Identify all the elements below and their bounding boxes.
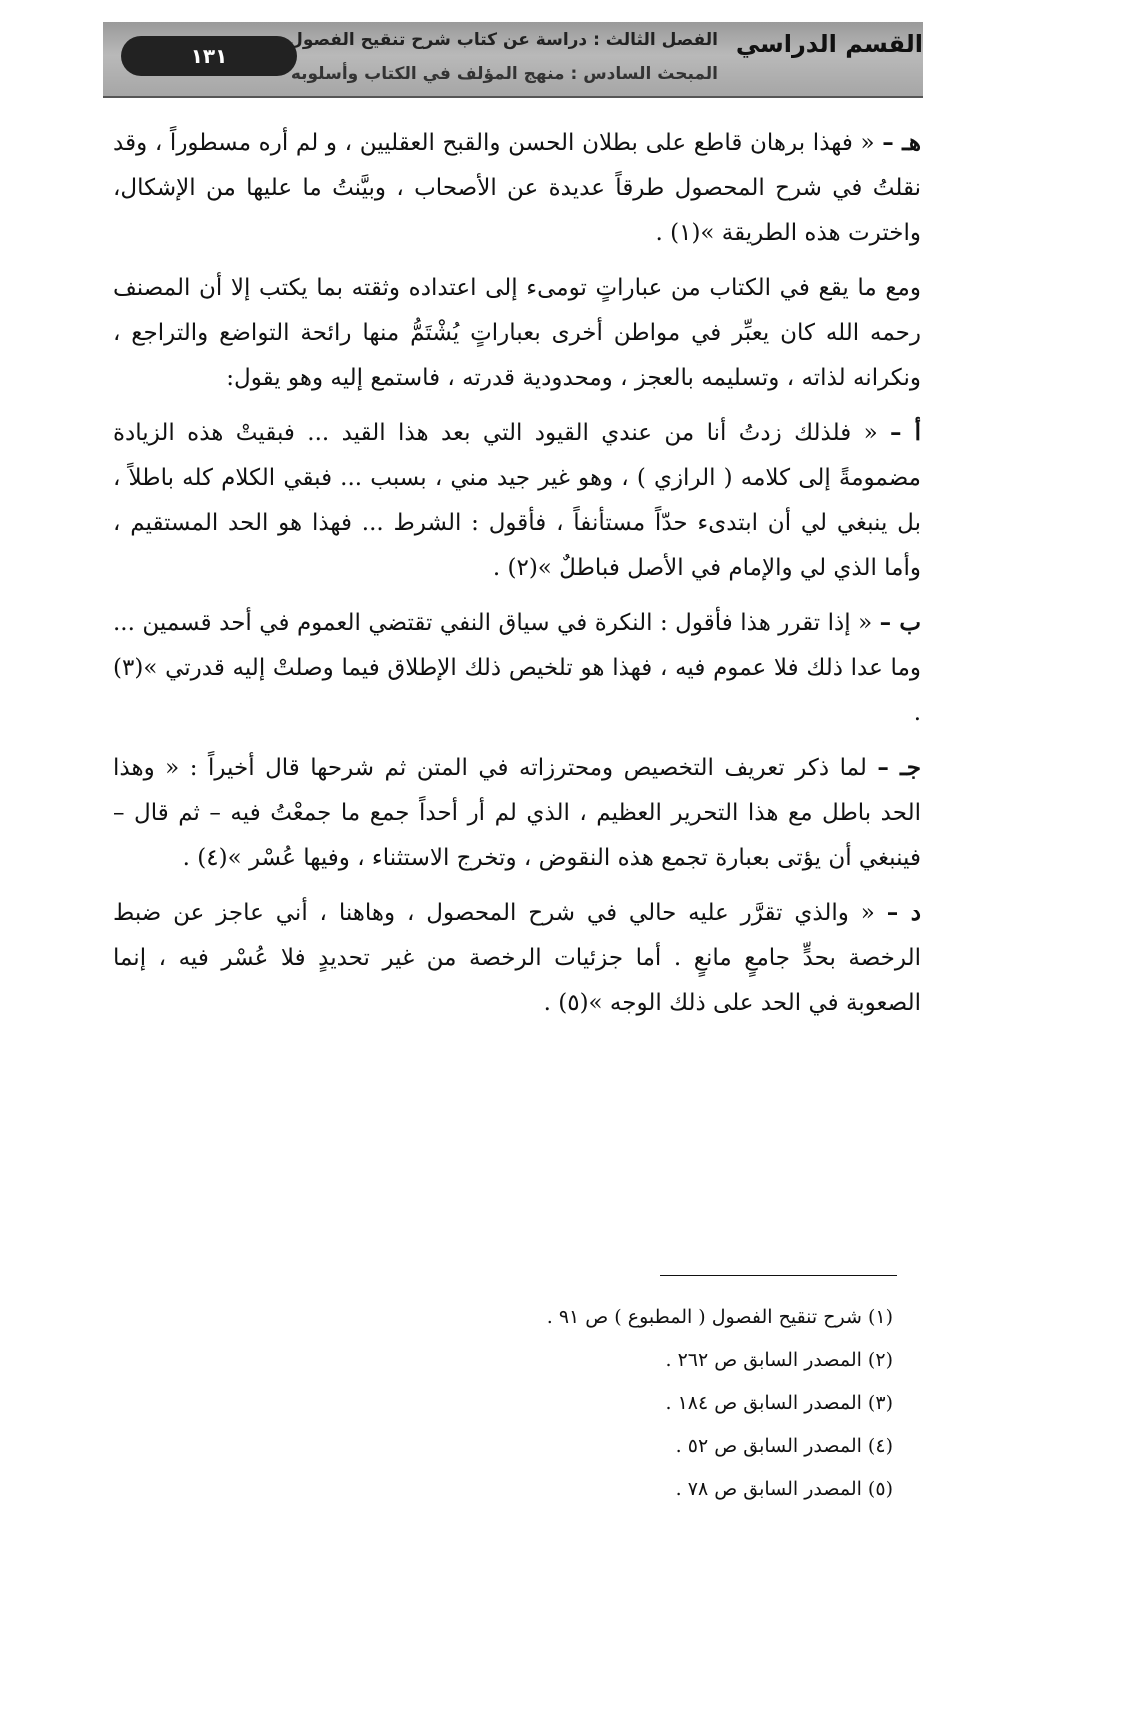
footnote: (٢) المصدر السابق ص ٢٦٢ . [665, 1349, 893, 1371]
paragraph [113, 410, 921, 591]
page-number: ١٣١ [121, 36, 297, 76]
paragraph [113, 890, 921, 1026]
paragraph [113, 600, 921, 736]
paragraph-marker: د – [886, 899, 921, 926]
footnote: (٣) المصدر السابق ص ١٨٤ . [665, 1392, 893, 1414]
paragraph-marker: ب – [879, 609, 921, 636]
paragraph-text: لما ذكر تعريف التخصيص ومحترزاته في المتن ثم شرحها قال أخيراً : « وهذا الحد باطل مع هذا التحرير العظيم ، الذي لم أر أحداً جمع ما جمعْتُ فيه – ثم قال – فينبغي أن يؤتى بعبارة تجمع هذه النقوض ، وتخرج الاستثناء ، وفيها عُسْر »(٤) . [113, 755, 921, 871]
paragraph-text: « إذا تقرر هذا فأقول : النكرة في سياق النفي تقتضي العموم في أحد قسمين ... وما عدا ذلك فلا عموم فيه ، فهذا هو تلخيص ذلك الإطلاق فيما وصلتْ إليه قدرتي »(٣) . [113, 610, 921, 726]
paragraph-text: ومع ما يقع في الكتاب من عباراتٍ تومىء إلى اعتداده وثقته بما يكتب إلا أن المصنف رحمه الله كان يعبِّر في مواطن أخرى بعباراتٍ يُشْتَمُّ منها رائحة التواضع والتراجع ، ونكرانه لذاته ، وتسليمه بالعجز ، ومحدودية قدرته ، فاستمع إليه وهو يقول: [113, 275, 921, 391]
paragraph-marker: هـ – [882, 129, 921, 156]
page-header [103, 22, 923, 98]
footnote: (٥) المصدر السابق ص ٧٨ . [675, 1478, 893, 1500]
paragraph-text: « فهذا برهان قاطع على بطلان الحسن والقبح العقليين ، و لم أره مسطوراً ، وقد نقلتُ في شرح المحصول طرقاً عديدة عن الأصحاب ، وبيَّنتُ ما عليها من الإشكال، واخترت هذه الطريقة »(١) . [113, 130, 921, 246]
footnotes [373, 1296, 893, 1511]
paragraph [113, 745, 921, 881]
paragraph [113, 120, 921, 256]
main-text [113, 120, 921, 1035]
paragraph-marker: جـ – [877, 754, 921, 781]
paragraph-text: « والذي تقرَّر عليه حالي في شرح المحصول ، وهاهنا ، أني عاجز عن ضبط الرخصة بحدٍّ جامعٍ مانعٍ . أما جزئيات الرخصة من غير تحديدٍ فلا عُسْر فيه ، إنما الصعوبة في الحد على ذلك الوجه »(٥) . [113, 900, 921, 1016]
footnote-separator [660, 1275, 897, 1276]
footnote: (١) شرح تنقيح الفصول ( المطبوع ) ص ٩١ . [546, 1306, 893, 1328]
chapter-title: الفصل الثالث : دراسة عن كتاب شرح تنقيح الفصول [288, 30, 718, 50]
section-title: القسم الدراسي [735, 30, 923, 58]
paragraph-marker: أ – [890, 419, 921, 446]
paragraph-text: « فلذلك زدتُ أنا من عندي القيود التي بعد هذا القيد ... فبقيتْ هذه الزيادة مضمومةً إلى كلامه ( الرازي ) ، وهو غير جيد مني ، بسبب ... فبقي الكلام كله باطلاً ، بل ينبغي لي أن ابتدىء حدّاً مستأنفاً ، فأقول : الشرط ... فهذا هو الحد المستقيم ، وأما الذي لي والإمام في الأصل فباطلٌ »(٢) . [113, 420, 921, 581]
footnote: (٤) المصدر السابق ص ٥٢ . [675, 1435, 893, 1457]
paragraph [113, 265, 921, 401]
subsection-title: المبحث السادس : منهج المؤلف في الكتاب وأسلوبه [290, 64, 718, 84]
